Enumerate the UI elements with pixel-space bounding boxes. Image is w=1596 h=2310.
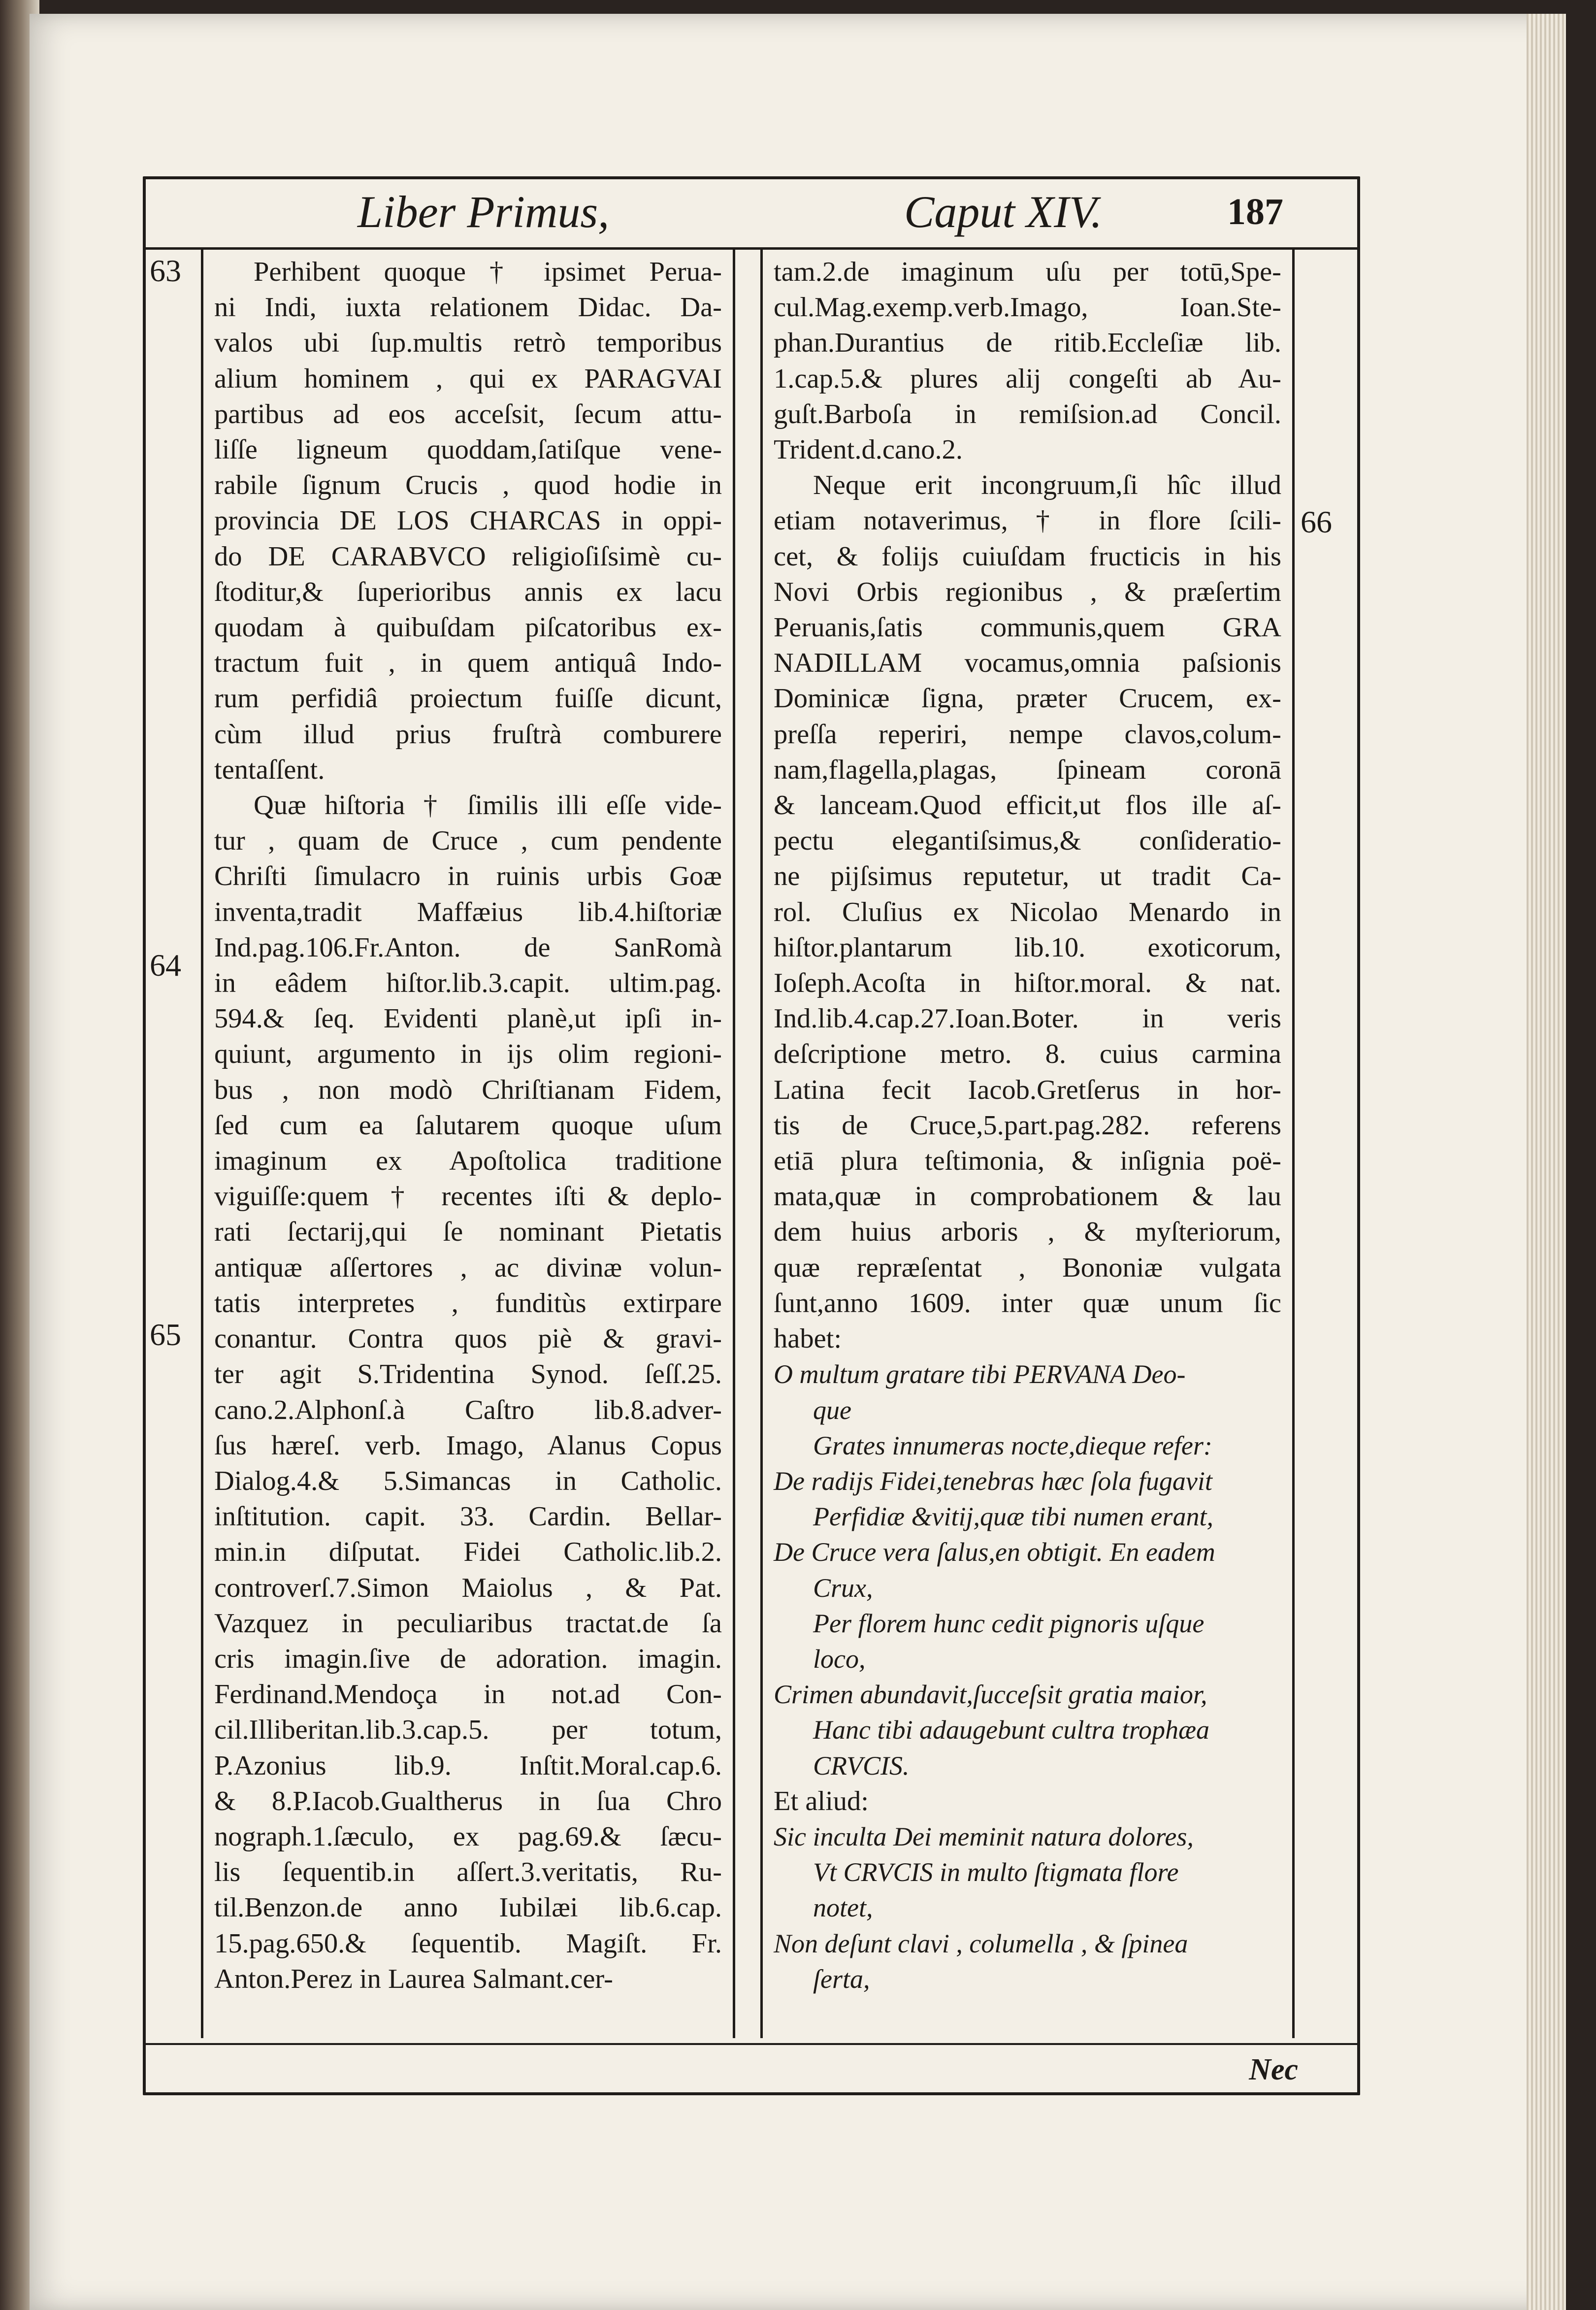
right-p2-line: ſunt,anno 1609. inter quæ unum ſic xyxy=(774,1287,1281,1319)
et-aliud: Et aliud: xyxy=(774,1785,869,1816)
bottom-rule xyxy=(146,2043,1357,2045)
right-p2-line: cet, & folijs cuiuſdam fructicis in his xyxy=(774,541,1281,572)
left-p2-line: ſus hæreſ. verb. Imago, Alanus Copus xyxy=(214,1430,722,1461)
right-p2-line: mata,quæ in comprobationem & lau xyxy=(774,1181,1281,1212)
left-p1-line: rum perfidiâ proiectum fuiſſe dicunt, xyxy=(214,683,722,714)
poem-1 xyxy=(774,1356,1281,1783)
left-p2-line: rati ſectarij,qui ſe nominant Pietatis xyxy=(214,1217,722,1248)
right-p1-line: 1.cap.5.& plures alij congeſti ab Au- xyxy=(774,363,1281,394)
left-p1-line: alium hominem , qui ex PARAGVAI xyxy=(214,363,722,394)
page xyxy=(30,14,1566,2310)
poem2-line: Vt CRVCIS in multo ſtigmata flore xyxy=(813,1857,1179,1887)
left-p2-line: inſtitution. capit. 33. Cardin. Bellar- xyxy=(214,1501,722,1532)
right-p1-line: cul.Mag.exemp.verb.Imago, Ioan.Ste- xyxy=(774,292,1281,323)
right-p2-line: habet: xyxy=(774,1323,842,1354)
poem1-line: Hanc tibi adaugebunt cultra trophæa xyxy=(813,1715,1209,1745)
left-p2-line: cil.Illiberitan.lib.3.cap.5. per totum, xyxy=(214,1715,722,1746)
poem1-line: Crux, xyxy=(813,1573,873,1603)
left-p2-line: nograph.1.ſæculo, ex pag.69.& ſæcu- xyxy=(214,1821,722,1852)
right-p2-line: Dominicæ ſigna, præter Crucem, ex- xyxy=(774,683,1281,714)
right-column xyxy=(760,249,1295,2038)
left-p2-line: Chriſti ſimulacro in ruinis urbis Goæ xyxy=(214,861,722,892)
right-p2-line: Ind.lib.4.cap.27.Ioan.Boter. in veris xyxy=(774,1003,1281,1034)
left-p1-line: do DE CARABVCO religioſiſsimè cu- xyxy=(214,541,722,572)
left-p2-line: 15.pag.650.& ſequentib. Magiſt. Fr. xyxy=(214,1928,722,1959)
right-p2-line: Ioſeph.Acoſta in hiſtor.moral. & nat. xyxy=(774,968,1281,999)
poem1-line: O multum gratare tibi PERVANA Deo- xyxy=(774,1359,1186,1389)
poem2-line: Non deſunt clavi , columella , & ſpinea xyxy=(774,1928,1188,1958)
margin-number-64: 64 xyxy=(150,948,181,983)
left-p2-line: imaginum ex Apoſtolica traditione xyxy=(214,1146,722,1177)
right-p2-line: deſcriptione metro. 8. cuius carmina xyxy=(774,1039,1281,1070)
left-p2-line: Dialog.4.& 5.Simancas in Catholic. xyxy=(214,1465,722,1496)
right-p1-line: tam.2.de imaginum uſu per totū,Spe- xyxy=(774,257,1281,287)
poem-2 xyxy=(774,1819,1281,1997)
poem1-line: Crimen abundavit,ſucceſsit gratia maior, xyxy=(774,1680,1207,1710)
page-edges xyxy=(1527,14,1566,2310)
left-p2-line: tatis interpretes , funditùs extirpare xyxy=(214,1287,722,1319)
left-p1-line: rabile ſignum Crucis , quod hodie in xyxy=(214,470,722,501)
left-p1-line: partibus ad eos acceſsit, ſecum attu- xyxy=(214,398,722,429)
left-p2-line: & 8.P.Iacob.Gualtherus in ſua Chro xyxy=(214,1785,722,1816)
left-p2-line: conantur. Contra quos piè & gravi- xyxy=(214,1323,722,1354)
left-p2-line: ter agit S.Tridentina Synod. ſeſſ.25. xyxy=(214,1359,722,1390)
left-p2-line: Ind.pag.106.Fr.Anton. de SanRomà xyxy=(214,932,722,963)
left-p1-line: tractum fuit , in quem antiquâ Indo- xyxy=(214,648,722,679)
right-p2-line: nam,flagella,plagas, ſpineam coronā xyxy=(774,754,1281,785)
poem1-line: De Cruce vera ſalus,en obtigit. En eadem xyxy=(774,1537,1215,1567)
left-p2-line: antiquæ aſſertores , ac divinæ volun- xyxy=(214,1252,722,1283)
poem2-line: notet, xyxy=(813,1893,873,1923)
left-p1-line: quodam à quibuſdam piſcatoribus ex- xyxy=(214,612,722,643)
poem1-line: Perfidiæ &vitij,quæ tibi numen erant, xyxy=(813,1502,1213,1532)
left-p1-line: cùm illud prius fruſtrà comburere xyxy=(214,719,722,750)
poem2-line: Sic inculta Dei meminit natura dolores, xyxy=(774,1821,1194,1851)
poem1-line: Grates innumeras nocte,dieque refer: xyxy=(813,1430,1212,1460)
left-p2-line: 594.& ſeq. Evidenti planè,ut ipſi in- xyxy=(214,1003,722,1034)
right-p2-line: rol. Cluſius ex Nicolao Menardo in xyxy=(774,896,1281,927)
right-p2-line: & lanceam.Quod efficit,ut flos ille aſ- xyxy=(774,790,1281,821)
left-p2-line: P.Azonius lib.9. Inſtit.Moral.cap.6. xyxy=(214,1750,722,1781)
right-paragraph-1 xyxy=(774,254,1281,467)
left-p2-line: ſed cum ea ſalutarem quoque uſum xyxy=(214,1110,722,1141)
left-p2-line: Vazquez in peculiaribus tractat.de ſa xyxy=(214,1608,722,1639)
left-p2-line: lis ſequentib.in aſſert.3.veritatis, Ru- xyxy=(214,1857,722,1888)
left-p2-line: bus , non modò Chriſtianam Fidem, xyxy=(214,1074,722,1105)
right-p2-line: ne pijſsimus reputetur, ut tradit Ca- xyxy=(774,861,1281,892)
left-p1-line: provincia DE LOS CHARCAS in oppi- xyxy=(214,505,722,536)
right-p2-line: hiſtor.plantarum lib.10. exoticorum, xyxy=(774,932,1281,963)
left-p2-line: Ferdinand.Mendoça in not.ad Con- xyxy=(214,1679,722,1710)
folio-number: 187 xyxy=(1227,191,1283,232)
right-p2-line: etiā plura teſtimonia, & inſignia poë- xyxy=(774,1146,1281,1177)
left-p2-line: viguiſſe:quem † recentes iſti & deplo- xyxy=(214,1181,722,1212)
left-p1-line: ſtoditur,& ſuperioribus annis ex lacu xyxy=(214,576,722,607)
margin-number-63: 63 xyxy=(150,253,181,288)
left-paragraph-1 xyxy=(214,254,722,788)
right-p2-line: preſſa reperiri, nempe clavos,colum- xyxy=(774,719,1281,750)
poem1-line: De radijs Fidei,tenebras hæc ſola fugavit xyxy=(774,1466,1212,1496)
poem1-line: que xyxy=(813,1395,851,1425)
right-p1-line: phan.Durantius de ritib.Eccleſiæ lib. xyxy=(774,328,1281,359)
left-p2-line: min.in diſputat. Fidei Catholic.lib.2. xyxy=(214,1537,722,1568)
margin-number-65: 65 xyxy=(150,1317,181,1352)
right-p2-line: etiam notaverimus, † in flore ſcili- xyxy=(774,505,1281,536)
poem1-line: loco, xyxy=(813,1644,866,1674)
left-paragraph-2 xyxy=(214,788,722,1997)
left-p1-line: tentaſſent. xyxy=(214,754,325,785)
right-p2-line: tis de Cruce,5.part.pag.282. referens xyxy=(774,1110,1281,1141)
left-p2-line: tur , quam de Cruce , cum pendente xyxy=(214,825,722,857)
right-p2-line: Latina fecit Iacob.Gretſerus in hor- xyxy=(774,1074,1281,1105)
margin-number-66: 66 xyxy=(1301,504,1332,539)
right-p1-line: guſt.Barboſa in remiſsion.ad Concil. xyxy=(774,398,1281,429)
left-p1-line: valos ubi ſup.multis retrò temporibus xyxy=(214,328,722,359)
right-p2-line: quæ repræſentat , Bononiæ vulgata xyxy=(774,1252,1281,1283)
running-head-center: Caput XIV. xyxy=(904,187,1103,237)
left-p2-line: cano.2.Alphonſ.à Caſtro lib.8.adver- xyxy=(214,1394,722,1425)
left-p1-line: liſſe ligneum quoddam,ſatiſque vene- xyxy=(214,434,722,465)
left-p2-line: Anton.Perez in Laurea Salmant.cer- xyxy=(214,1963,613,1994)
catchword: Nec xyxy=(1249,2053,1298,2086)
left-p1-line: ni Indi, iuxta relationem Didac. Da- xyxy=(214,292,722,323)
running-head xyxy=(146,182,1357,241)
text-frame xyxy=(143,176,1360,2095)
poem1-line: CRVCIS. xyxy=(813,1750,910,1781)
right-p2-line: pectu elegantiſsimus,& conſideratio- xyxy=(774,825,1281,857)
right-p2-line: dem huius arboris , & myſteriorum, xyxy=(774,1217,1281,1248)
poem2-line: ſerta, xyxy=(813,1964,870,1994)
right-p2-line: NADILLAM vocamus,omnia paſsionis xyxy=(774,648,1281,679)
left-p1-line: Perhibent quoque † ipsimet Perua- xyxy=(254,257,722,287)
running-head-left: Liber Primus, xyxy=(358,187,610,237)
right-p1-line: Trident.d.cano.2. xyxy=(774,434,963,465)
left-p2-line: cris imagin.ſive de adoration. imagin. xyxy=(214,1643,722,1674)
left-p2-line: til.Benzon.de anno Iubilæi lib.6.cap. xyxy=(214,1892,722,1923)
left-p2-line: controverſ.7.Simon Maiolus , & Pat. xyxy=(214,1572,722,1603)
left-p2-line: quiunt, argumento in ijs olim regioni- xyxy=(214,1039,722,1070)
left-p2-line: Quæ hiſtoria † ſimilis illi eſſe vide- xyxy=(254,790,722,821)
poem1-line: Per florem hunc cedit pignoris uſque xyxy=(813,1608,1205,1638)
right-p2-line: Novi Orbis regionibus , & præſertim xyxy=(774,576,1281,607)
right-p2-line: Neque erit incongruum,ſi hîc illud xyxy=(813,470,1281,501)
left-column xyxy=(201,249,735,2038)
right-paragraph-2 xyxy=(774,467,1281,1356)
right-p2-line: Peruanis,ſatis communis,quem GRA xyxy=(774,612,1281,643)
left-p2-line: inventa,tradit Maffæius lib.4.hiſtoriæ xyxy=(214,896,722,927)
left-p2-line: in eâdem hiſtor.lib.3.capit. ultim.pag. xyxy=(214,968,722,999)
